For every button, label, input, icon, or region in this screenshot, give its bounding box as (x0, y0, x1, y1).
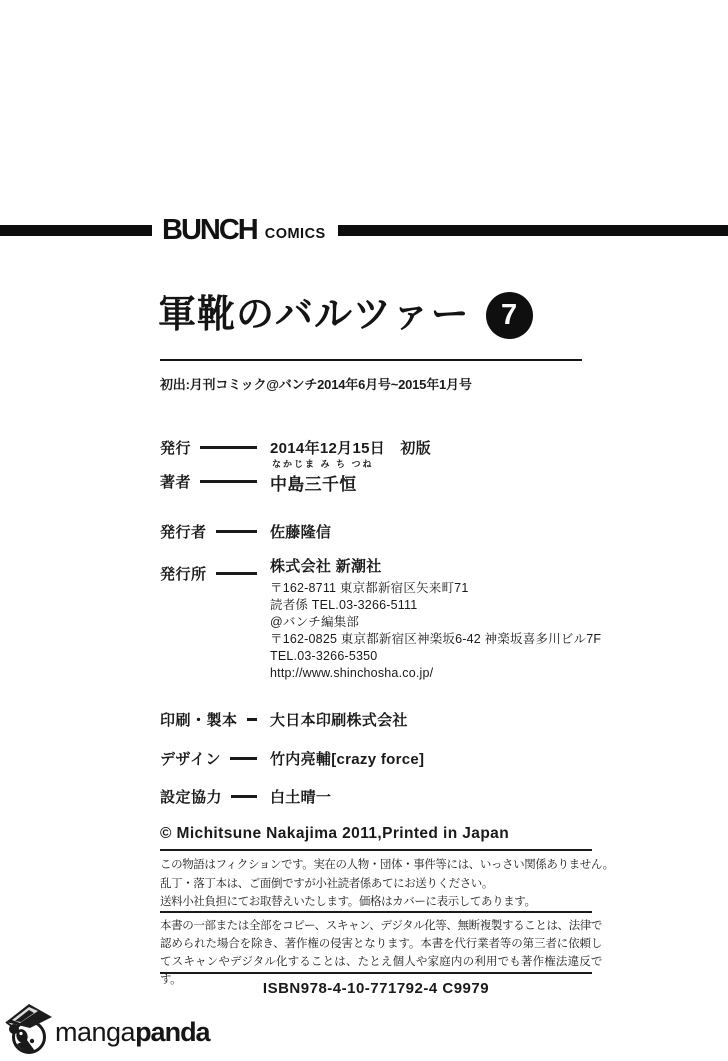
divider-line (160, 849, 592, 851)
mangapanda-wordmark (55, 1016, 210, 1047)
publisher-editorial-tel: TEL.03-3266-5350 (270, 649, 378, 663)
row-value: 竹内亮輔[crazy force] (270, 751, 425, 768)
page-title: 軍靴のバルツァー (158, 293, 470, 336)
fiction-notice-line: 乱丁・落丁本は、ご面倒ですが小社読者係あてにお送りください。 (160, 877, 493, 890)
row-label: 著者 (160, 474, 192, 491)
dash-line (230, 757, 257, 760)
row-label: 発行 (160, 440, 192, 457)
dash-line (200, 480, 257, 483)
row-design (160, 748, 600, 769)
row-publisher (160, 555, 600, 682)
fiction-notice-line: 送料小社負担にてお取替えいたします。価格はカバーに表示してあります。 (160, 896, 536, 908)
row-label: 発行所 (160, 566, 207, 583)
dash-line (231, 795, 257, 798)
row-value: 2014年12月15日 初版 (270, 440, 431, 457)
dash-line (216, 572, 257, 575)
divider-line (160, 972, 592, 974)
row-value: 白土晴一 (270, 789, 332, 806)
row-publisher-person (160, 521, 600, 542)
row-head (160, 748, 270, 769)
volume-number-badge: 7 (486, 292, 533, 339)
row-head (160, 471, 270, 492)
copyright-line: © Michitsune Nakajima 2011,Printed in Japan (160, 825, 510, 842)
row-head (160, 521, 270, 542)
wordmark-manga: manga (55, 1016, 136, 1047)
publisher-address: 〒162-8711 東京都新宿区矢来町71 (270, 581, 469, 595)
row-label: 発行者 (160, 524, 207, 541)
row-setting-cooperation (160, 786, 600, 807)
row-published (160, 437, 600, 458)
brand-suffix: COMICS (264, 225, 326, 242)
publisher-editorial-address: 〒162-0825 東京都新宿区神楽坂6-42 神楽坂喜多川ビル7F (270, 632, 602, 646)
fiction-notice-line: この物語はフィクションです。実在の人物・団体・事件等には、いっさい関係ありません。 (160, 859, 614, 871)
row-value: 中島三千恒 (270, 475, 357, 494)
row-label: 印刷・製本 (160, 712, 238, 729)
row-author (160, 459, 600, 495)
brand-bar-left-segment (0, 225, 152, 236)
wordmark-panda: panda (135, 1016, 210, 1047)
publisher-block (270, 555, 601, 682)
mangapanda-panda-icon (5, 1000, 53, 1058)
dash-line (200, 446, 257, 449)
title-row (158, 292, 533, 339)
author-furigana: なかじま み ち つね (272, 459, 374, 469)
dash-line (247, 718, 257, 721)
publisher-editorial-dept: @バンチ編集部 (270, 615, 360, 629)
row-value: 大日本印刷株式会社 (270, 712, 408, 729)
mangapanda-watermark (5, 1000, 210, 1058)
divider-line (160, 911, 592, 913)
row-head (160, 437, 270, 458)
publisher-details (270, 580, 601, 682)
row-head (160, 709, 270, 730)
row-label: デザイン (160, 751, 221, 768)
publisher-name: 株式会社 新潮社 (270, 558, 382, 575)
publisher-url: http://www.shinchosha.co.jp/ (270, 666, 434, 680)
isbn-code: ISBN978-4-10-771792-4 C9979 (262, 980, 490, 997)
author-name-wrap (270, 459, 374, 495)
copy-warning-notice: 本書の一部または全部をコピー、スキャン、デジタル化等、無断複製することは、法律で認められた場合を除き、著作権の侵害となります。本書を代行業者等の第三者に依頼してスキャンやデジタル化することは、たとえ個人や家庭内の利用でも著作権法違反です。 (160, 920, 602, 986)
first-publication-note: 初出:月刊コミック@バンチ2014年6月号~2015年1月号 (160, 377, 472, 392)
brand-name: BUNCH (162, 213, 257, 246)
fiction-notice (160, 856, 614, 912)
title-underline (160, 359, 582, 361)
row-head (160, 786, 270, 807)
row-head (160, 563, 270, 584)
dash-line (216, 530, 257, 533)
brand-bar-right-segment (338, 225, 728, 236)
row-printing (160, 709, 600, 730)
row-value: 佐藤隆信 (270, 524, 332, 541)
publisher-reader-tel: 読者係 TEL.03-3266-5111 (270, 598, 418, 612)
row-label: 設定協力 (160, 789, 223, 806)
header-brand-bar (0, 210, 728, 250)
